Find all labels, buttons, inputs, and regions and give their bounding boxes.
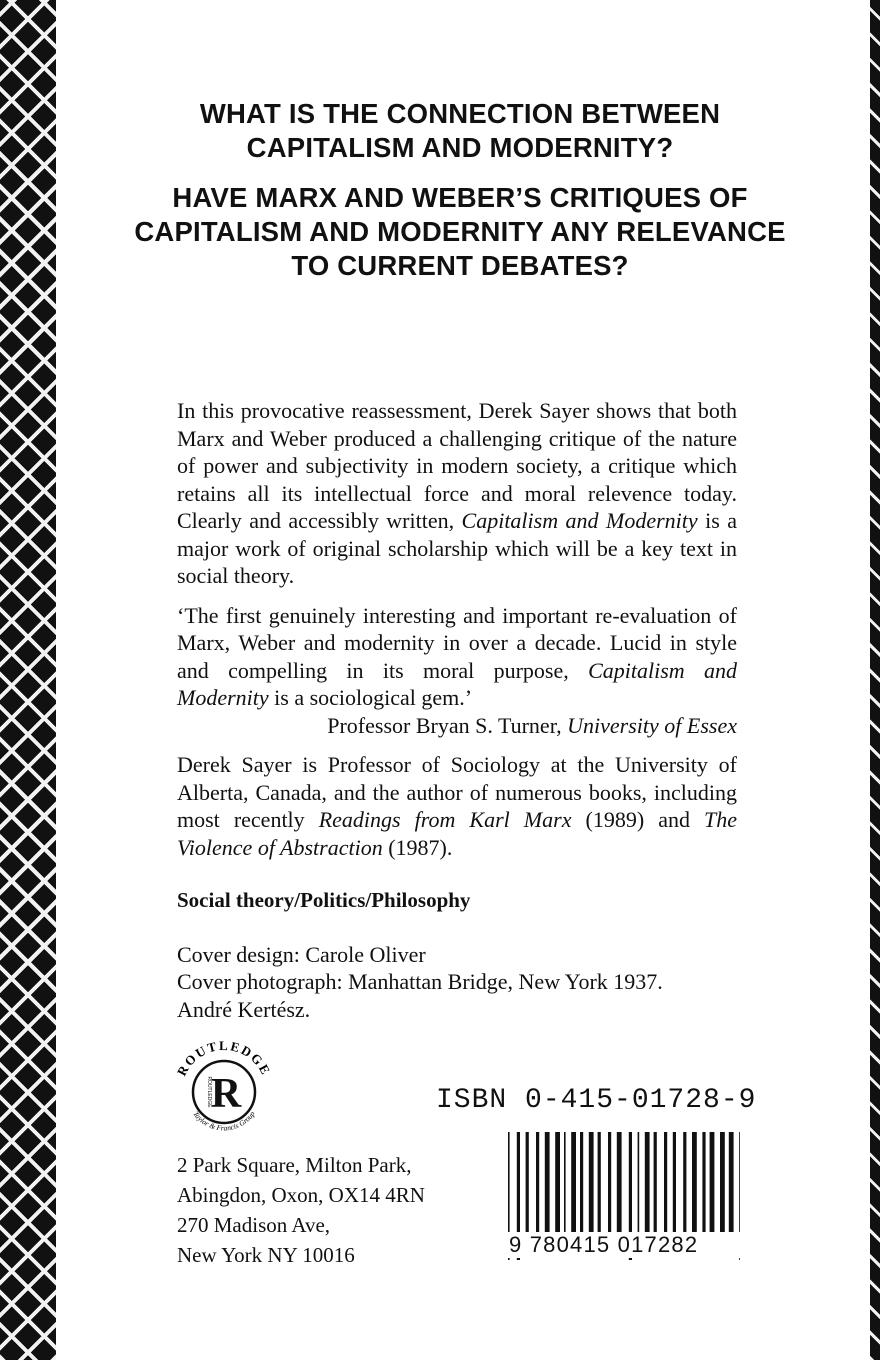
quote-attribution <box>177 712 737 740</box>
barcode-bar <box>598 1132 601 1244</box>
address-line: 2 Park Square, Milton Park, <box>177 1153 412 1177</box>
subject-category: Social theory/Politics/Philosophy <box>177 888 471 912</box>
address-line: New York NY 10016 <box>177 1243 355 1267</box>
barcode-bar <box>526 1132 529 1244</box>
logo-inner-text: ROUTLEDGE <box>206 1076 212 1108</box>
barcode-bar <box>571 1132 576 1244</box>
blurb-text-b: is a major work of original scholarship which will be a key text in social theory. <box>177 508 737 588</box>
logo-letter: R <box>210 1071 242 1117</box>
credit-design: Cover design: Carole Oliver <box>177 941 426 967</box>
quote-text-b: is a sociological gem.’ <box>268 685 473 710</box>
blurb-paragraph <box>177 397 737 590</box>
back-cover-text <box>177 397 737 1023</box>
headings <box>130 97 790 299</box>
barcode-bar <box>710 1132 715 1244</box>
routledge-logo <box>168 1036 280 1148</box>
decorative-pattern-left <box>0 0 56 1360</box>
logo-bottom-text: Taylor & Francis Group <box>191 1109 257 1133</box>
heading-question-2: HAVE MARX AND WEBER’S CRITIQUES OF CAPITALISM AND MODERNITY ANY RELEVANCE TO CURRENT DEBATES? <box>134 182 786 281</box>
barcode-bar <box>589 1132 594 1244</box>
isbn-label: ISBN 0-415-01728-9 <box>436 1085 757 1116</box>
barcode-bar <box>536 1132 539 1244</box>
address-line: 270 Madison Ave, <box>177 1213 331 1237</box>
bio-text-c: (1987). <box>382 834 453 860</box>
barcode-bar <box>654 1132 657 1244</box>
barcode-bar <box>683 1132 686 1244</box>
blurb-text-a: In this provocative reassessment, Derek Sayer shows that both Marx and Weber produced a challenging critique of the nature of power and subjectivity in modern society, a critique which retains all its intellectual force and moral relevence today. Clearly and accessibly written, <box>177 398 737 533</box>
barcode-bar <box>638 1132 640 1244</box>
blurb-book-title: Capitalism and Modernity <box>461 508 698 533</box>
publisher-address <box>177 1150 425 1270</box>
barcode-bar <box>645 1132 650 1244</box>
barcode-bar <box>608 1132 611 1244</box>
barcode-bar <box>664 1132 667 1244</box>
barcode-bar <box>555 1132 560 1244</box>
cover-credits <box>177 941 737 1024</box>
heading-question-1: WHAT IS THE CONNECTION BETWEEN CAPITALISM AND MODERNITY? <box>199 98 721 163</box>
credit-photo: Cover photograph: Manhattan Bridge, New York 1937. <box>177 969 663 994</box>
barcode-bar <box>673 1132 676 1244</box>
address-line: Abingdon, Oxon, OX14 4RN <box>177 1183 425 1207</box>
bio-book-2: The Violence of Abstraction <box>177 807 738 860</box>
credit-photographer: André Kertész. <box>177 996 311 1022</box>
barcode-bar <box>580 1132 583 1244</box>
attribution-name: Professor Bryan S. Turner, <box>327 712 568 738</box>
barcode-bar <box>692 1132 697 1244</box>
barcode-bar <box>720 1132 725 1244</box>
author-bio <box>177 751 737 861</box>
barcode-bar <box>545 1132 550 1244</box>
barcode-bar <box>702 1132 705 1244</box>
bio-book-1: Readings from Karl Marx <box>318 807 572 832</box>
decorative-pattern-right <box>870 0 880 1360</box>
barcode-bar <box>729 1132 734 1244</box>
attribution-org: University of Essex <box>567 712 737 738</box>
bio-text-b: (1989) and <box>571 807 705 832</box>
quote-text-a: ‘The first genuinely interesting and important re-evaluation of Marx, Weber and modernity in over a decade. Lucid in style and compelling in its moral purpose, <box>177 602 737 683</box>
barcode-bar <box>564 1132 566 1244</box>
bio-text-a: Derek Sayer is Professor of Sociology at the University of Alberta, Canada, and the author of numerous books, including most recently <box>177 752 737 832</box>
logo-top-text: ROUTLEDGE <box>173 1037 275 1079</box>
barcode-number: 9 780415 017282 <box>505 1232 743 1258</box>
barcode-bar <box>617 1132 622 1244</box>
review-quote <box>177 602 737 712</box>
quote-book-title: Capitalism and Modernity <box>177 657 737 710</box>
